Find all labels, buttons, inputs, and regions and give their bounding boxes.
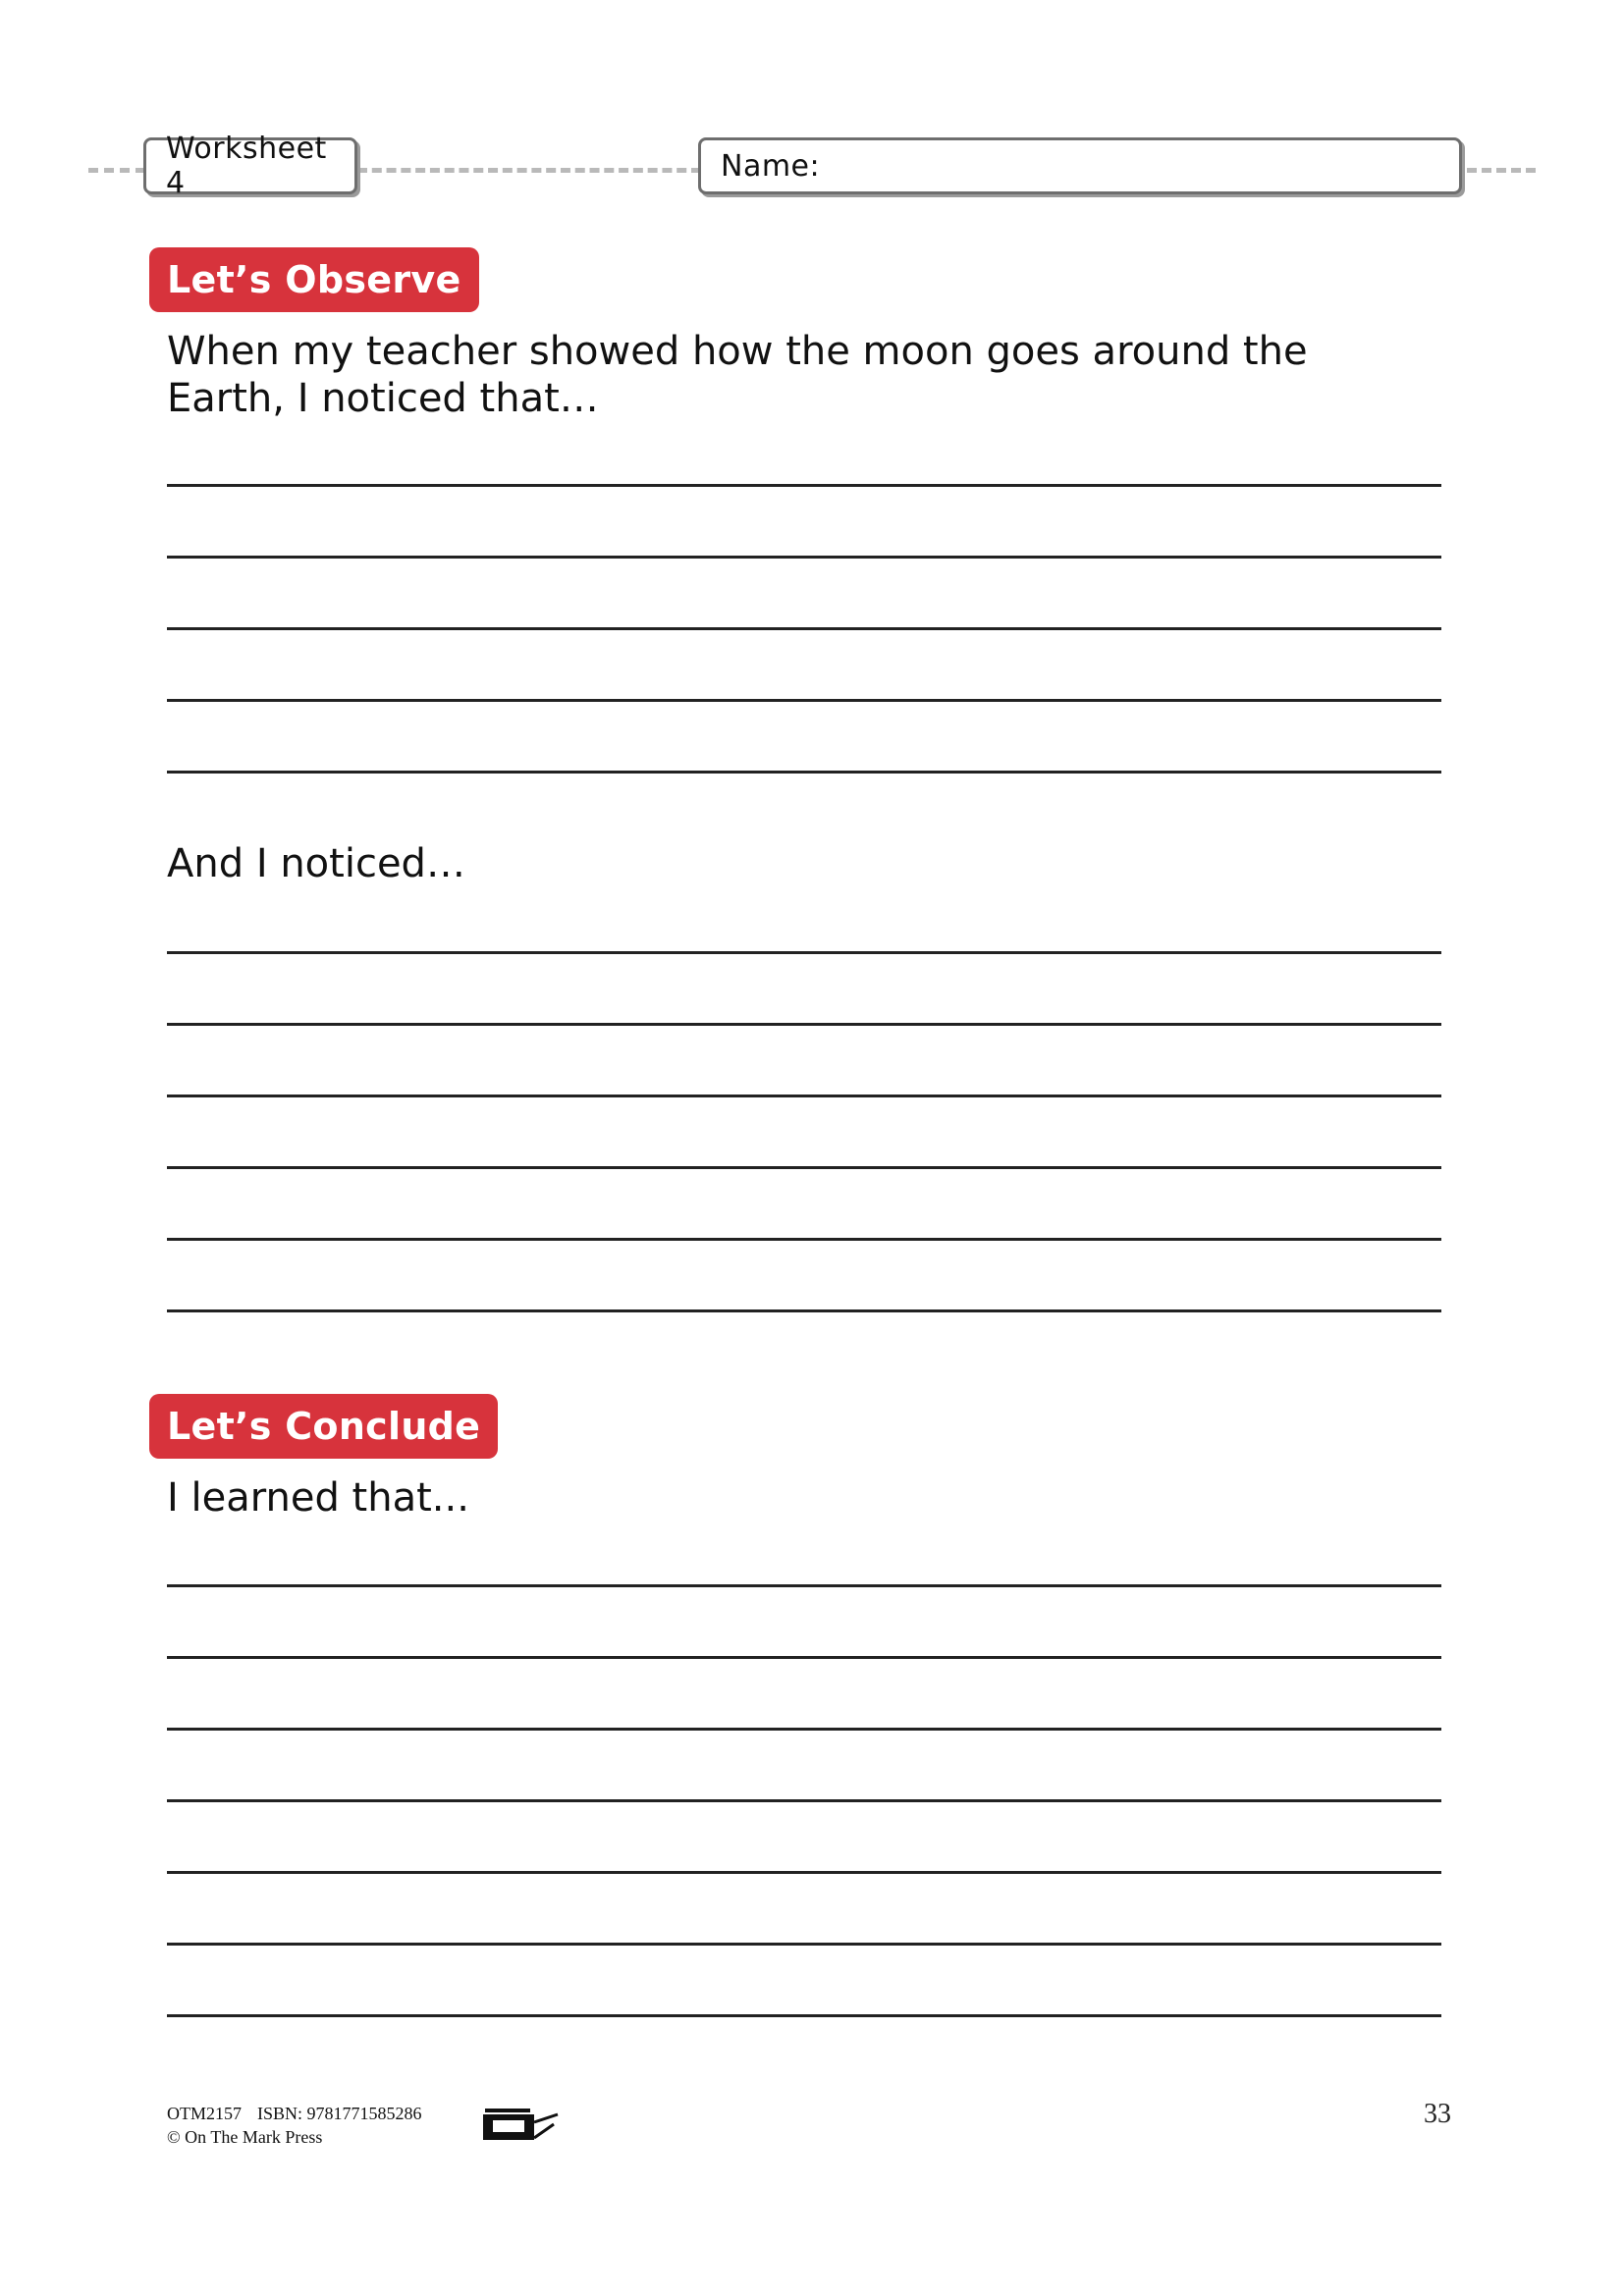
footer-publication-info xyxy=(167,2102,438,2149)
observe-prompt-1: When my teacher showed how the moon goes around the Earth, I noticed that… xyxy=(167,329,1308,421)
header-dash-left xyxy=(88,168,145,173)
writing-line[interactable] xyxy=(167,1238,1441,1241)
worksheet-label-box xyxy=(143,132,357,200)
product-code: OTM2157 xyxy=(167,2104,242,2123)
conclude-section-badge: Let’s Conclude xyxy=(149,1394,498,1459)
name-field[interactable] xyxy=(698,137,1462,194)
conclude-prompt: I learned that... xyxy=(167,1475,469,1521)
observe-prompt-2: And I noticed… xyxy=(167,841,465,886)
on-the-mark-press-logo-icon xyxy=(481,2101,560,2146)
name-label: Name: xyxy=(721,148,821,184)
writing-line[interactable] xyxy=(167,1871,1441,1874)
observe-section-badge: Let’s Observe xyxy=(149,247,479,312)
writing-line[interactable] xyxy=(167,1728,1441,1731)
header-dash-middle xyxy=(357,168,701,173)
writing-line[interactable] xyxy=(167,2014,1441,2017)
writing-line[interactable] xyxy=(167,1943,1441,1946)
header-dash-right xyxy=(1467,168,1536,173)
writing-line[interactable] xyxy=(167,1095,1441,1097)
writing-line[interactable] xyxy=(167,1309,1441,1312)
writing-line[interactable] xyxy=(167,951,1441,954)
writing-line[interactable] xyxy=(167,699,1441,702)
writing-line[interactable] xyxy=(167,484,1441,487)
writing-line[interactable] xyxy=(167,1023,1441,1026)
writing-line[interactable] xyxy=(167,556,1441,559)
worksheet-label: Worksheet 4 xyxy=(166,132,327,200)
writing-line[interactable] xyxy=(167,1799,1441,1802)
writing-line[interactable] xyxy=(167,771,1441,774)
page-number: 33 xyxy=(1424,2099,1451,2129)
writing-line[interactable] xyxy=(167,1166,1441,1169)
isbn: ISBN: 9781771585286 xyxy=(257,2104,422,2123)
writing-line[interactable] xyxy=(167,1656,1441,1659)
writing-line[interactable] xyxy=(167,627,1441,630)
writing-line[interactable] xyxy=(167,1584,1441,1587)
copyright: © On The Mark Press xyxy=(167,2127,323,2147)
